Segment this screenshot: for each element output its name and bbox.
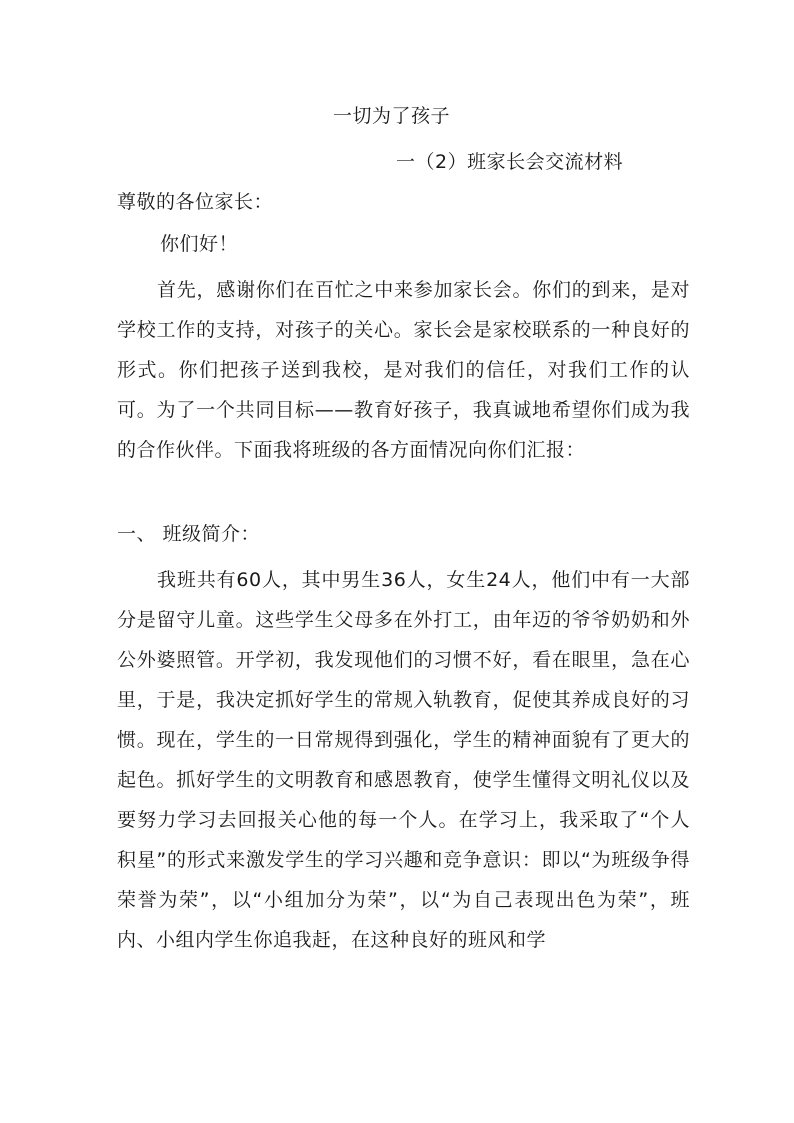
salutation: 尊敬的各位家长： bbox=[117, 191, 274, 213]
intro-paragraph: 首先，感谢你们在百忙之中来参加家长会。你们的到来，是对学校工作的支持，对孩子的关心。家长会是家校联系的一种良好的形式。你们把孩子送到我校，是对我们的信任，对我们工作的认可。为了一个共同目标——教育好孩子，我真诚地希望你们成为我的合作伙伴。下面我将班级的各方面情况向你们汇报： bbox=[117, 279, 690, 461]
section-heading-class-intro: 一、 班级简介： bbox=[117, 523, 261, 545]
class-intro-paragraph: 我班共有60人，其中男生36人，女生24人，他们中有一大部分是留守儿童。这些学生父母多在外打工，由年迈的爷爷奶奶和外公外婆照管。开学初，我发现他们的习惯不好，看在眼里，急在心里，于是，我决定抓好学生的常规入轨教育，促使其养成良好的习惯。现在，学生的一日常规得到强化，学生的精神面貌有了更大的起色。抓好学生的文明教育和感恩教育，使学生懂得文明礼仪以及要努力学习去回报关心他的每一个人。在学习上，我采取了“个人积星”的形式来激发学生的学习兴趣和竞争意识：即以“为班级争得荣誉为荣”，以“小组加分为荣”，以“为自己表现出色为荣”，班内、小组内学生你追我赶，在这种良好的班风和学 bbox=[117, 569, 690, 951]
greeting: 你们好！ bbox=[160, 233, 239, 255]
document-subtitle: 一（2）班家长会交流材料 bbox=[396, 151, 624, 173]
document-title: 一切为了孩子 bbox=[333, 105, 451, 127]
